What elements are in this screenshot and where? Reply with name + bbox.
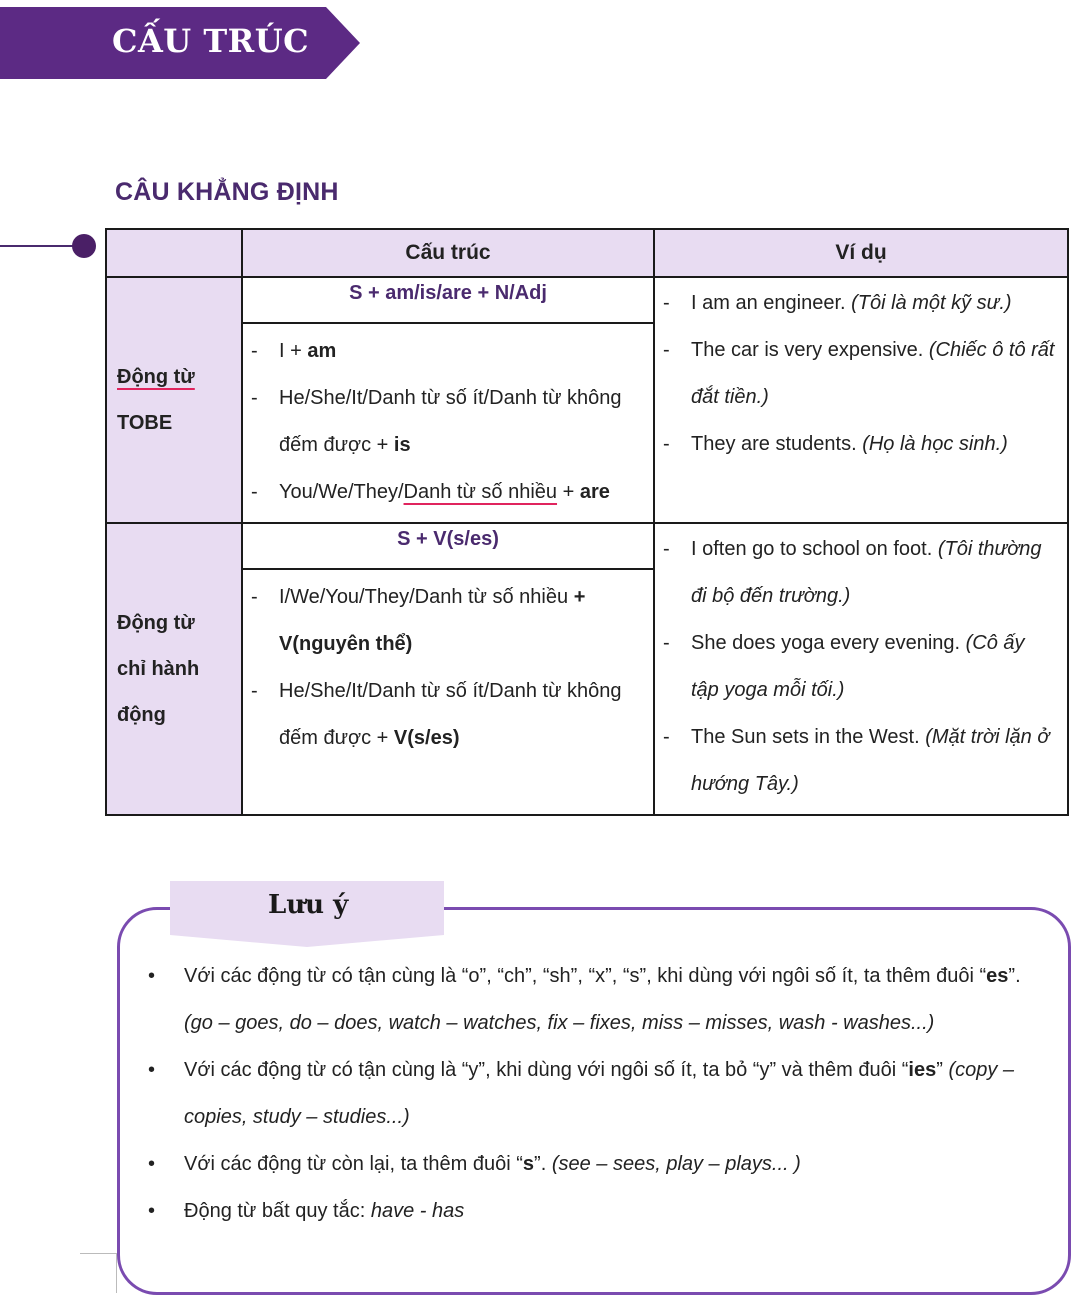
rule-item: - I + am bbox=[251, 328, 643, 375]
table-header-empty bbox=[106, 229, 242, 277]
corner-guide-horizontal bbox=[80, 1253, 117, 1254]
example-list bbox=[655, 278, 1067, 474]
rule-list bbox=[243, 324, 653, 522]
row-label-line2: chỉ hành bbox=[117, 658, 200, 680]
structure-cell bbox=[242, 277, 654, 523]
example-item: - I often go to school on foot. (Tôi thường đi bộ đến trường.) bbox=[663, 526, 1057, 620]
table-header-example: Ví dụ bbox=[654, 229, 1068, 277]
rule-item: - He/She/It/Danh từ số ít/Danh từ không đếm được + is bbox=[251, 375, 643, 469]
note-item: • Với các động từ còn lại, ta thêm đuôi “s”. (see – sees, play – plays... ) bbox=[148, 1141, 1048, 1188]
structure-cell bbox=[242, 523, 654, 815]
bullet-dot-icon bbox=[72, 234, 96, 258]
example-list bbox=[655, 524, 1067, 814]
note-item: • Với các động từ có tận cùng là “y”, khi dùng với ngôi số ít, ta bỏ “y” và thêm đuôi “ies” (copy – copies, study – studies...) bbox=[148, 1047, 1048, 1141]
row-label-action-verb bbox=[106, 523, 242, 815]
note-item: • Động từ bất quy tắc: have - has bbox=[148, 1188, 1048, 1235]
connector-line bbox=[0, 245, 82, 247]
banner-title: CẤU TRÚC bbox=[112, 22, 310, 60]
example-item: - She does yoga every evening. (Cô ấy tập yoga mỗi tối.) bbox=[663, 620, 1057, 714]
example-cell bbox=[654, 523, 1068, 815]
formula: S + V(s/es) bbox=[243, 524, 653, 570]
table-header-structure: Cấu trúc bbox=[242, 229, 654, 277]
table-header-row bbox=[106, 229, 1068, 277]
rule-item: - He/She/It/Danh từ số ít/Danh từ không đếm được + V(s/es) bbox=[251, 668, 643, 762]
example-item: - They are students. (Họ là học sinh.) bbox=[663, 421, 1057, 468]
table-row bbox=[106, 523, 1068, 815]
row-label-line3: động bbox=[117, 704, 166, 726]
section-banner bbox=[0, 7, 360, 79]
example-item: - The Sun sets in the West. (Mặt trời lặn ở hướng Tây.) bbox=[663, 714, 1057, 808]
row-label-line1: Động từ bbox=[117, 612, 195, 634]
example-item: - I am an engineer. (Tôi là một kỹ sư.) bbox=[663, 280, 1057, 327]
note-item: • Với các động từ có tận cùng là “o”, “ch”, “sh”, “x”, “s”, khi dùng với ngôi số ít, ta thêm đuôi “es”. (go – goes, do – does, watch – watches, fix – fixes, miss – misses, wash - washes...) bbox=[148, 953, 1048, 1047]
rule-list bbox=[243, 570, 653, 768]
rule-item: - I/We/You/They/Danh từ số nhiều + V(nguyên thể) bbox=[251, 574, 643, 668]
rule-item: - You/We/They/Danh từ số nhiều + are bbox=[251, 469, 643, 516]
example-item: - The car is very expensive. (Chiếc ô tô rất đắt tiền.) bbox=[663, 327, 1057, 421]
row-label-line2: TOBE bbox=[117, 412, 173, 434]
row-label-tobe bbox=[106, 277, 242, 523]
note-title: Lưu ý bbox=[268, 890, 349, 920]
table-row bbox=[106, 277, 1068, 523]
corner-guide-vertical bbox=[116, 1253, 117, 1293]
example-cell bbox=[654, 277, 1068, 523]
note-list bbox=[148, 953, 1048, 1235]
formula: S + am/is/are + N/Adj bbox=[243, 278, 653, 324]
grammar-table bbox=[105, 228, 1069, 816]
row-label-line1: Động từ bbox=[117, 366, 195, 388]
section-heading: CÂU KHẲNG ĐỊNH bbox=[115, 178, 339, 206]
